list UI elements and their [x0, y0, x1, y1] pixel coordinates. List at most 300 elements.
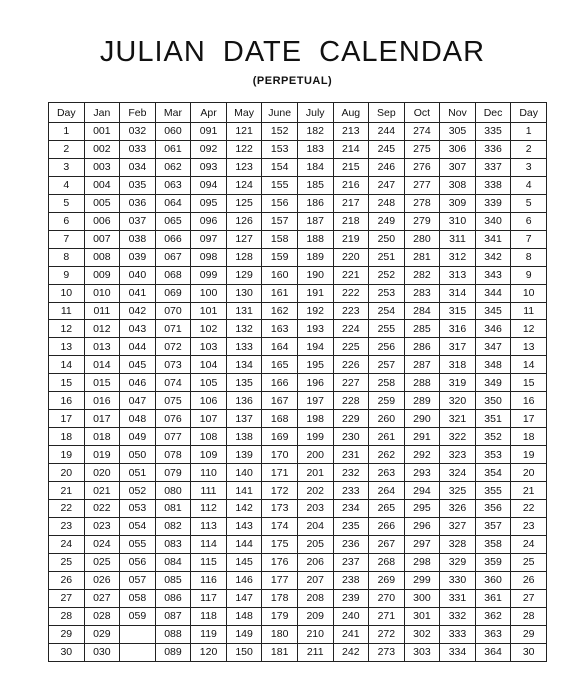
julian-date-cell: 245: [369, 140, 405, 158]
julian-date-cell: 178: [262, 589, 298, 607]
day-cell: 11: [511, 302, 547, 320]
julian-date-cell: 026: [84, 571, 120, 589]
julian-date-cell: 218: [333, 212, 369, 230]
julian-date-cell: 156: [262, 194, 298, 212]
julian-date-cell: 293: [404, 464, 440, 482]
table-row: [49, 643, 547, 661]
julian-date-cell: 086: [155, 589, 191, 607]
julian-date-cell: 246: [369, 158, 405, 176]
julian-date-cell: 329: [440, 553, 476, 571]
julian-date-cell: 260: [369, 410, 405, 428]
julian-date-cell: 062: [155, 158, 191, 176]
julian-date-cell: 327: [440, 517, 476, 535]
julian-date-cell: 078: [155, 446, 191, 464]
julian-date-cell: 295: [404, 500, 440, 518]
table-row: [49, 230, 547, 248]
column-header: July: [297, 103, 333, 123]
page-subtitle: (PERPETUAL): [252, 75, 333, 87]
julian-date-cell: 187: [297, 212, 333, 230]
julian-date-cell: 345: [475, 302, 511, 320]
day-cell: 24: [49, 535, 85, 553]
day-cell: 5: [511, 194, 547, 212]
julian-date-cell: 087: [155, 607, 191, 625]
julian-date-cell: 230: [333, 428, 369, 446]
julian-date-cell: 311: [440, 230, 476, 248]
julian-date-cell: 046: [120, 374, 156, 392]
julian-date-cell: 128: [226, 248, 262, 266]
julian-date-cell: 170: [262, 446, 298, 464]
julian-date-cell: 161: [262, 284, 298, 302]
julian-date-cell: 012: [84, 320, 120, 338]
julian-date-cell: 104: [191, 356, 227, 374]
day-cell: 13: [49, 338, 85, 356]
day-cell: 4: [511, 176, 547, 194]
julian-date-cell: 283: [404, 284, 440, 302]
julian-date-cell: 252: [369, 266, 405, 284]
julian-date-cell: 290: [404, 410, 440, 428]
day-cell: 2: [511, 140, 547, 158]
julian-date-cell: 284: [404, 302, 440, 320]
column-header: Apr: [191, 103, 227, 123]
julian-date-cell: 010: [84, 284, 120, 302]
column-header: Feb: [120, 103, 156, 123]
julian-date-cell: 047: [120, 392, 156, 410]
table-row: [49, 392, 547, 410]
julian-date-cell: 250: [369, 230, 405, 248]
julian-date-cell: 303: [404, 643, 440, 661]
julian-date-cell: 265: [369, 500, 405, 518]
julian-date-cell: 330: [440, 571, 476, 589]
julian-date-cell: 182: [297, 123, 333, 141]
julian-date-cell: 335: [475, 123, 511, 141]
column-header: Sep: [369, 103, 405, 123]
julian-date-cell: 354: [475, 464, 511, 482]
julian-date-cell: 084: [155, 553, 191, 571]
table-row: [49, 607, 547, 625]
julian-date-cell: 184: [297, 158, 333, 176]
julian-date-cell: 005: [84, 194, 120, 212]
julian-date-cell: 189: [297, 248, 333, 266]
julian-date-cell: 035: [120, 176, 156, 194]
julian-date-cell: 179: [262, 607, 298, 625]
column-header: May: [226, 103, 262, 123]
julian-date-cell: 045: [120, 356, 156, 374]
table-row: [49, 464, 547, 482]
day-cell: 25: [49, 553, 85, 571]
julian-date-cell: 134: [226, 356, 262, 374]
julian-date-cell: 081: [155, 500, 191, 518]
julian-date-cell: 112: [191, 500, 227, 518]
day-cell: 9: [49, 266, 85, 284]
julian-date-cell: 314: [440, 284, 476, 302]
day-cell: 10: [511, 284, 547, 302]
day-cell: 11: [49, 302, 85, 320]
day-cell: 15: [511, 374, 547, 392]
julian-date-cell: 117: [191, 589, 227, 607]
julian-date-cell: 092: [191, 140, 227, 158]
julian-date-cell: 282: [404, 266, 440, 284]
julian-date-cell: 349: [475, 374, 511, 392]
julian-date-cell: 208: [297, 589, 333, 607]
julian-date-cell: 051: [120, 464, 156, 482]
julian-date-cell: 364: [475, 643, 511, 661]
julian-date-cell: 055: [120, 535, 156, 553]
julian-date-cell: 037: [120, 212, 156, 230]
julian-date-cell: 171: [262, 464, 298, 482]
day-cell: 6: [49, 212, 85, 230]
table-row: [49, 212, 547, 230]
julian-date-cell: 209: [297, 607, 333, 625]
day-cell: 8: [511, 248, 547, 266]
julian-date-cell: 042: [120, 302, 156, 320]
julian-date-cell: 233: [333, 482, 369, 500]
julian-date-cell: 305: [440, 123, 476, 141]
julian-date-cell: 215: [333, 158, 369, 176]
julian-date-cell: 298: [404, 553, 440, 571]
julian-date-cell: 275: [404, 140, 440, 158]
julian-date-cell: 127: [226, 230, 262, 248]
column-header: Dec: [475, 103, 511, 123]
day-cell: 28: [49, 607, 85, 625]
julian-date-cell: 049: [120, 428, 156, 446]
julian-date-cell: 363: [475, 625, 511, 643]
julian-date-cell: 309: [440, 194, 476, 212]
table-row: [49, 266, 547, 284]
julian-date-cell: 050: [120, 446, 156, 464]
julian-date-cell: 173: [262, 500, 298, 518]
julian-date-cell: 346: [475, 320, 511, 338]
julian-date-cell: 261: [369, 428, 405, 446]
julian-date-cell: 342: [475, 248, 511, 266]
table-row: [49, 194, 547, 212]
julian-date-cell: 159: [262, 248, 298, 266]
julian-date-cell: 361: [475, 589, 511, 607]
day-cell: 29: [511, 625, 547, 643]
julian-date-cell: 054: [120, 517, 156, 535]
julian-date-cell: 016: [84, 392, 120, 410]
julian-date-cell: 362: [475, 607, 511, 625]
julian-date-cell: 343: [475, 266, 511, 284]
julian-date-cell: 348: [475, 356, 511, 374]
julian-date-cell: 017: [84, 410, 120, 428]
julian-date-cell: 344: [475, 284, 511, 302]
julian-date-cell: 194: [297, 338, 333, 356]
column-header: June: [262, 103, 298, 123]
julian-date-cell: 224: [333, 320, 369, 338]
day-cell: 28: [511, 607, 547, 625]
julian-date-cell: 079: [155, 464, 191, 482]
table-row: [49, 571, 547, 589]
julian-date-cell: 180: [262, 625, 298, 643]
julian-date-cell: 162: [262, 302, 298, 320]
day-cell: 21: [49, 482, 85, 500]
julian-date-cell: 338: [475, 176, 511, 194]
julian-date-cell: 322: [440, 428, 476, 446]
julian-date-cell: 003: [84, 158, 120, 176]
julian-date-cell: 076: [155, 410, 191, 428]
julian-date-cell: 277: [404, 176, 440, 194]
julian-date-cell: 018: [84, 428, 120, 446]
julian-date-cell: 066: [155, 230, 191, 248]
julian-date-cell: 336: [475, 140, 511, 158]
julian-date-cell: 296: [404, 517, 440, 535]
julian-date-cell: 080: [155, 482, 191, 500]
julian-date-cell: 053: [120, 500, 156, 518]
julian-date-cell: 242: [333, 643, 369, 661]
julian-date-cell: 082: [155, 517, 191, 535]
julian-date-cell: 123: [226, 158, 262, 176]
julian-date-cell: 211: [297, 643, 333, 661]
julian-date-cell: 254: [369, 302, 405, 320]
julian-date-cell: 280: [404, 230, 440, 248]
julian-date-cell: 193: [297, 320, 333, 338]
julian-date-cell: 113: [191, 517, 227, 535]
julian-date-cell: 294: [404, 482, 440, 500]
julian-date-cell: 351: [475, 410, 511, 428]
julian-date-cell: 316: [440, 320, 476, 338]
julian-date-cell: 359: [475, 553, 511, 571]
julian-date-cell: 091: [191, 123, 227, 141]
julian-date-cell: 232: [333, 464, 369, 482]
julian-date-cell: 257: [369, 356, 405, 374]
julian-date-cell: 095: [191, 194, 227, 212]
julian-date-cell: 099: [191, 266, 227, 284]
day-cell: 1: [49, 123, 85, 141]
table-row: [49, 625, 547, 643]
julian-date-cell: 320: [440, 392, 476, 410]
julian-date-cell: 057: [120, 571, 156, 589]
julian-date-cell: 331: [440, 589, 476, 607]
column-header: Mar: [155, 103, 191, 123]
julian-date-cell: 286: [404, 338, 440, 356]
julian-date-cell: 075: [155, 392, 191, 410]
day-cell: 17: [511, 410, 547, 428]
julian-date-cell: 240: [333, 607, 369, 625]
julian-date-cell: 310: [440, 212, 476, 230]
julian-date-cell: 130: [226, 284, 262, 302]
julian-date-cell: 237: [333, 553, 369, 571]
day-cell: 23: [511, 517, 547, 535]
julian-date-cell: 013: [84, 338, 120, 356]
julian-date-cell: 352: [475, 428, 511, 446]
julian-date-cell: 141: [226, 482, 262, 500]
table-row: [49, 428, 547, 446]
table-row: [49, 140, 547, 158]
julian-date-cell: [120, 643, 156, 661]
julian-date-cell: 239: [333, 589, 369, 607]
julian-date-cell: 190: [297, 266, 333, 284]
table-row: [49, 248, 547, 266]
julian-date-cell: 020: [84, 464, 120, 482]
julian-date-cell: 249: [369, 212, 405, 230]
julian-date-cell: 223: [333, 302, 369, 320]
julian-date-cell: 143: [226, 517, 262, 535]
julian-date-cell: 176: [262, 553, 298, 571]
julian-date-cell: 326: [440, 500, 476, 518]
julian-date-cell: 126: [226, 212, 262, 230]
julian-date-cell: 355: [475, 482, 511, 500]
julian-date-cell: 073: [155, 356, 191, 374]
julian-date-cell: 356: [475, 500, 511, 518]
julian-date-cell: 068: [155, 266, 191, 284]
julian-date-cell: 317: [440, 338, 476, 356]
julian-date-cell: 201: [297, 464, 333, 482]
julian-date-cell: 131: [226, 302, 262, 320]
day-cell: 22: [511, 500, 547, 518]
julian-date-cell: 281: [404, 248, 440, 266]
julian-date-cell: 253: [369, 284, 405, 302]
julian-date-cell: 164: [262, 338, 298, 356]
julian-date-cell: 273: [369, 643, 405, 661]
julian-date-cell: 258: [369, 374, 405, 392]
julian-date-cell: 163: [262, 320, 298, 338]
julian-date-cell: 070: [155, 302, 191, 320]
julian-date-cell: 148: [226, 607, 262, 625]
julian-date-cell: 154: [262, 158, 298, 176]
day-cell: 7: [49, 230, 85, 248]
julian-date-cell: 069: [155, 284, 191, 302]
julian-date-cell: 155: [262, 176, 298, 194]
julian-date-cell: 059: [120, 607, 156, 625]
day-cell: 18: [511, 428, 547, 446]
julian-date-cell: 093: [191, 158, 227, 176]
day-cell: 5: [49, 194, 85, 212]
julian-date-cell: 060: [155, 123, 191, 141]
julian-date-cell: 195: [297, 356, 333, 374]
day-cell: 27: [511, 589, 547, 607]
julian-date-cell: 044: [120, 338, 156, 356]
julian-date-cell: 229: [333, 410, 369, 428]
julian-date-cell: 238: [333, 571, 369, 589]
day-cell: 30: [511, 643, 547, 661]
julian-date-cell: 006: [84, 212, 120, 230]
day-cell: 9: [511, 266, 547, 284]
julian-date-cell: 129: [226, 266, 262, 284]
julian-date-cell: 185: [297, 176, 333, 194]
julian-date-cell: 288: [404, 374, 440, 392]
julian-date-cell: 248: [369, 194, 405, 212]
julian-date-cell: 085: [155, 571, 191, 589]
julian-date-cell: 149: [226, 625, 262, 643]
julian-date-cell: 168: [262, 410, 298, 428]
julian-date-cell: 285: [404, 320, 440, 338]
julian-date-cell: 106: [191, 392, 227, 410]
julian-date-cell: 340: [475, 212, 511, 230]
day-cell: 10: [49, 284, 85, 302]
julian-date-cell: 200: [297, 446, 333, 464]
day-cell: 16: [511, 392, 547, 410]
julian-date-cell: 011: [84, 302, 120, 320]
julian-date-cell: 259: [369, 392, 405, 410]
julian-date-cell: 313: [440, 266, 476, 284]
julian-date-cell: 191: [297, 284, 333, 302]
julian-date-cell: 007: [84, 230, 120, 248]
julian-date-cell: 132: [226, 320, 262, 338]
julian-date-cell: 251: [369, 248, 405, 266]
table-body: [49, 123, 547, 662]
table-row: [49, 553, 547, 571]
julian-date-cell: 028: [84, 607, 120, 625]
julian-date-cell: 198: [297, 410, 333, 428]
julian-date-cell: 102: [191, 320, 227, 338]
day-cell: 30: [49, 643, 85, 661]
day-cell: 2: [49, 140, 85, 158]
julian-date-cell: 027: [84, 589, 120, 607]
julian-date-cell: 001: [84, 123, 120, 141]
day-cell: 22: [49, 500, 85, 518]
julian-date-cell: 089: [155, 643, 191, 661]
julian-date-cell: 214: [333, 140, 369, 158]
julian-date-cell: 033: [120, 140, 156, 158]
julian-date-cell: 135: [226, 374, 262, 392]
julian-date-cell: [120, 625, 156, 643]
day-cell: 23: [49, 517, 85, 535]
julian-date-cell: 150: [226, 643, 262, 661]
julian-date-cell: 040: [120, 266, 156, 284]
julian-date-cell: 144: [226, 535, 262, 553]
day-cell: 16: [49, 392, 85, 410]
julian-date-cell: 004: [84, 176, 120, 194]
julian-date-cell: 181: [262, 643, 298, 661]
julian-date-cell: 122: [226, 140, 262, 158]
julian-date-cell: 145: [226, 553, 262, 571]
julian-date-cell: 142: [226, 500, 262, 518]
table-row: [49, 517, 547, 535]
julian-date-cell: 341: [475, 230, 511, 248]
julian-date-cell: 116: [191, 571, 227, 589]
julian-date-cell: 278: [404, 194, 440, 212]
julian-date-cell: 101: [191, 302, 227, 320]
day-cell: 14: [511, 356, 547, 374]
julian-date-cell: 225: [333, 338, 369, 356]
column-header: Oct: [404, 103, 440, 123]
julian-date-cell: 236: [333, 535, 369, 553]
day-cell: 26: [511, 571, 547, 589]
julian-date-cell: 083: [155, 535, 191, 553]
julian-date-cell: 147: [226, 589, 262, 607]
julian-date-cell: 109: [191, 446, 227, 464]
julian-date-cell: 056: [120, 553, 156, 571]
column-header: Day: [49, 103, 85, 123]
julian-date-cell: 192: [297, 302, 333, 320]
table-row: [49, 356, 547, 374]
julian-date-cell: 319: [440, 374, 476, 392]
julian-date-cell: 262: [369, 446, 405, 464]
julian-date-cell: 052: [120, 482, 156, 500]
julian-date-cell: 204: [297, 517, 333, 535]
julian-date-cell: 270: [369, 589, 405, 607]
julian-date-cell: 241: [333, 625, 369, 643]
julian-date-cell: 266: [369, 517, 405, 535]
julian-date-cell: 334: [440, 643, 476, 661]
julian-date-cell: 202: [297, 482, 333, 500]
julian-date-cell: 039: [120, 248, 156, 266]
julian-date-cell: 291: [404, 428, 440, 446]
julian-date-cell: 357: [475, 517, 511, 535]
day-cell: 7: [511, 230, 547, 248]
table-row: [49, 446, 547, 464]
julian-date-cell: 312: [440, 248, 476, 266]
julian-date-cell: 196: [297, 374, 333, 392]
julian-date-cell: 308: [440, 176, 476, 194]
julian-date-cell: 347: [475, 338, 511, 356]
julian-date-cell: 108: [191, 428, 227, 446]
julian-date-cell: 276: [404, 158, 440, 176]
julian-date-cell: 064: [155, 194, 191, 212]
julian-date-cell: 339: [475, 194, 511, 212]
julian-date-cell: 067: [155, 248, 191, 266]
julian-date-cell: 287: [404, 356, 440, 374]
